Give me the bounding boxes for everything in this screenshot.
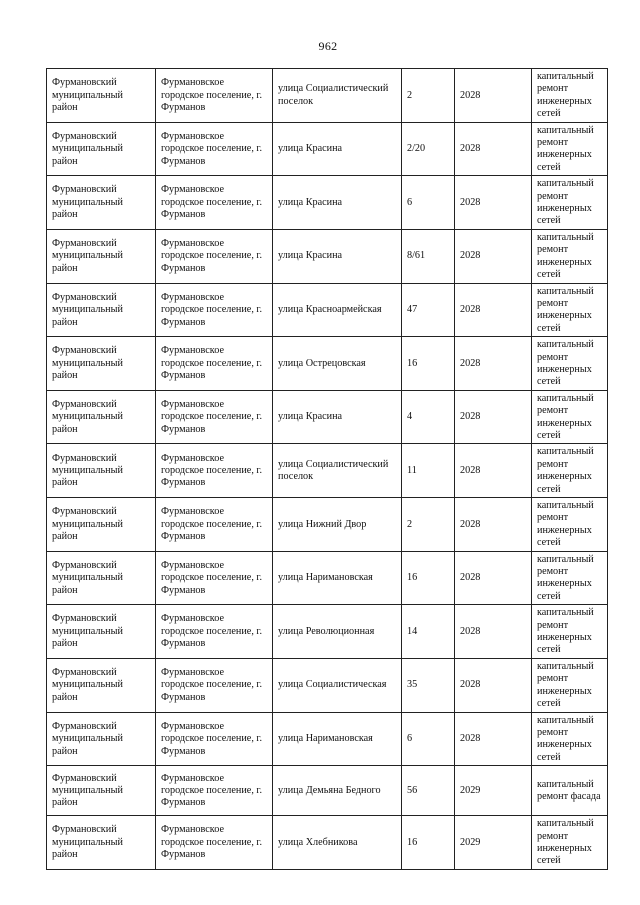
house-number-cell: 16: [402, 551, 455, 605]
district-cell: Фурмановский муниципальный район: [47, 498, 156, 552]
street-cell: улица Красина: [273, 122, 402, 176]
street-cell: улица Социалистический поселок: [273, 69, 402, 123]
settlement-cell: Фурмановское городское поселение, г. Фурманов: [156, 390, 273, 444]
house-number-cell: 16: [402, 816, 455, 870]
settlement-cell: Фурмановское городское поселение, г. Фурманов: [156, 816, 273, 870]
work-type-cell: капитальный ремонт инженерных сетей: [532, 444, 608, 498]
house-number-cell: 16: [402, 337, 455, 391]
table-row: [47, 229, 608, 283]
street-cell: улица Красина: [273, 176, 402, 230]
page-number: 962: [318, 39, 338, 53]
district-cell: Фурмановский муниципальный район: [47, 390, 156, 444]
table-body: [47, 69, 608, 870]
work-type-cell: капитальный ремонт инженерных сетей: [532, 283, 608, 337]
year-cell: 2029: [455, 816, 532, 870]
table-row: [47, 816, 608, 870]
year-cell: 2029: [455, 766, 532, 816]
work-type-cell: капитальный ремонт инженерных сетей: [532, 176, 608, 230]
table-row: [47, 176, 608, 230]
table-row: [47, 283, 608, 337]
district-cell: Фурмановский муниципальный район: [47, 337, 156, 391]
district-cell: Фурмановский муниципальный район: [47, 176, 156, 230]
house-number-cell: 35: [402, 658, 455, 712]
table-row: [47, 444, 608, 498]
work-type-cell: капитальный ремонт инженерных сетей: [532, 229, 608, 283]
district-cell: Фурмановский муниципальный район: [47, 229, 156, 283]
work-type-cell: капитальный ремонт инженерных сетей: [532, 337, 608, 391]
work-type-cell: капитальный ремонт инженерных сетей: [532, 712, 608, 766]
street-cell: улица Революционная: [273, 605, 402, 659]
year-cell: 2028: [455, 605, 532, 659]
district-cell: Фурмановский муниципальный район: [47, 658, 156, 712]
table-row: [47, 69, 608, 123]
house-number-cell: 2: [402, 498, 455, 552]
year-cell: 2028: [455, 551, 532, 605]
year-cell: 2028: [455, 498, 532, 552]
house-number-cell: 8/61: [402, 229, 455, 283]
settlement-cell: Фурмановское городское поселение, г. Фурманов: [156, 766, 273, 816]
house-number-cell: 6: [402, 176, 455, 230]
settlement-cell: Фурмановское городское поселение, г. Фурманов: [156, 283, 273, 337]
work-type-cell: капитальный ремонт инженерных сетей: [532, 605, 608, 659]
district-cell: Фурмановский муниципальный район: [47, 766, 156, 816]
house-number-cell: 11: [402, 444, 455, 498]
table-row: [47, 337, 608, 391]
settlement-cell: Фурмановское городское поселение, г. Фурманов: [156, 551, 273, 605]
settlement-cell: Фурмановское городское поселение, г. Фурманов: [156, 69, 273, 123]
settlement-cell: Фурмановское городское поселение, г. Фурманов: [156, 605, 273, 659]
street-cell: улица Красина: [273, 229, 402, 283]
settlement-cell: Фурмановское городское поселение, г. Фурманов: [156, 658, 273, 712]
settlement-cell: Фурмановское городское поселение, г. Фурманов: [156, 444, 273, 498]
year-cell: 2028: [455, 69, 532, 123]
work-type-cell: капитальный ремонт инженерных сетей: [532, 122, 608, 176]
street-cell: улица Хлебникова: [273, 816, 402, 870]
table-row: [47, 605, 608, 659]
district-cell: Фурмановский муниципальный район: [47, 444, 156, 498]
district-cell: Фурмановский муниципальный район: [47, 122, 156, 176]
year-cell: 2028: [455, 390, 532, 444]
year-cell: 2028: [455, 658, 532, 712]
work-type-cell: капитальный ремонт инженерных сетей: [532, 658, 608, 712]
housing-repair-table: [46, 68, 608, 870]
district-cell: Фурмановский муниципальный район: [47, 816, 156, 870]
settlement-cell: Фурмановское городское поселение, г. Фурманов: [156, 337, 273, 391]
district-cell: Фурмановский муниципальный район: [47, 712, 156, 766]
table-row: [47, 766, 608, 816]
year-cell: 2028: [455, 122, 532, 176]
year-cell: 2028: [455, 337, 532, 391]
street-cell: улица Острецовская: [273, 337, 402, 391]
settlement-cell: Фурмановское городское поселение, г. Фурманов: [156, 229, 273, 283]
table-row: [47, 122, 608, 176]
work-type-cell: капитальный ремонт инженерных сетей: [532, 551, 608, 605]
street-cell: улица Наримановская: [273, 712, 402, 766]
district-cell: Фурмановский муниципальный район: [47, 551, 156, 605]
table-row: [47, 551, 608, 605]
district-cell: Фурмановский муниципальный район: [47, 69, 156, 123]
house-number-cell: 2: [402, 69, 455, 123]
house-number-cell: 6: [402, 712, 455, 766]
district-cell: Фурмановский муниципальный район: [47, 283, 156, 337]
street-cell: улица Нижний Двор: [273, 498, 402, 552]
street-cell: улица Наримановская: [273, 551, 402, 605]
year-cell: 2028: [455, 444, 532, 498]
house-number-cell: 14: [402, 605, 455, 659]
street-cell: улица Красноармейская: [273, 283, 402, 337]
settlement-cell: Фурмановское городское поселение, г. Фурманов: [156, 498, 273, 552]
year-cell: 2028: [455, 176, 532, 230]
table-row: [47, 658, 608, 712]
house-number-cell: 2/20: [402, 122, 455, 176]
house-number-cell: 4: [402, 390, 455, 444]
work-type-cell: капитальный ремонт инженерных сетей: [532, 498, 608, 552]
street-cell: улица Красина: [273, 390, 402, 444]
settlement-cell: Фурмановское городское поселение, г. Фурманов: [156, 712, 273, 766]
work-type-cell: капитальный ремонт фасада: [532, 766, 608, 816]
year-cell: 2028: [455, 229, 532, 283]
work-type-cell: капитальный ремонт инженерных сетей: [532, 69, 608, 123]
settlement-cell: Фурмановское городское поселение, г. Фурманов: [156, 122, 273, 176]
house-number-cell: 47: [402, 283, 455, 337]
work-type-cell: капитальный ремонт инженерных сетей: [532, 390, 608, 444]
house-number-cell: 56: [402, 766, 455, 816]
table-row: [47, 712, 608, 766]
year-cell: 2028: [455, 712, 532, 766]
table-row: [47, 390, 608, 444]
table-row: [47, 498, 608, 552]
settlement-cell: Фурмановское городское поселение, г. Фурманов: [156, 176, 273, 230]
street-cell: улица Демьяна Бедного: [273, 766, 402, 816]
street-cell: улица Социалистическая: [273, 658, 402, 712]
street-cell: улица Социалистический поселок: [273, 444, 402, 498]
district-cell: Фурмановский муниципальный район: [47, 605, 156, 659]
year-cell: 2028: [455, 283, 532, 337]
work-type-cell: капитальный ремонт инженерных сетей: [532, 816, 608, 870]
